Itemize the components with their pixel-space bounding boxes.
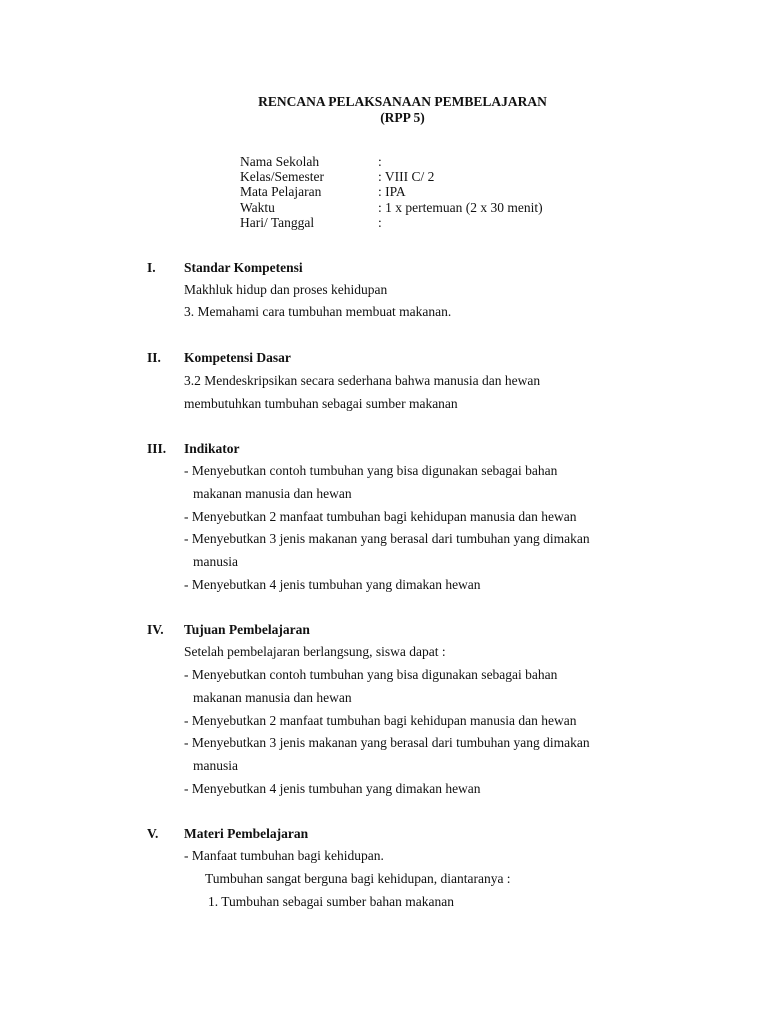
document-subtitle: (RPP 5): [380, 110, 425, 125]
section-line: Setelah pembelajaran berlangsung, siswa dapat :: [184, 644, 446, 659]
section-line: membutuhkan tumbuhan sebagai sumber makanan: [184, 396, 458, 411]
info-label: Mata Pelajaran: [240, 184, 322, 199]
info-value: : VIII C/ 2: [378, 169, 435, 184]
list-item: - Menyebutkan 2 manfaat tumbuhan bagi kehidupan manusia dan hewan: [184, 713, 577, 728]
list-item: - Menyebutkan 3 jenis makanan yang berasal dari tumbuhan yang dimakan: [184, 531, 590, 546]
section-title: Materi Pembelajaran: [184, 826, 309, 841]
list-item: - Manfaat tumbuhan bagi kehidupan.: [184, 848, 384, 863]
section-line: 3.2 Mendeskripsikan secara sederhana bahwa manusia dan hewan: [184, 373, 541, 388]
info-value: :: [378, 154, 382, 169]
info-value: : 1 x pertemuan (2 x 30 menit): [378, 200, 543, 215]
info-label: Nama Sekolah: [240, 154, 320, 169]
numbered-item: 1. Tumbuhan sebagai sumber bahan makanan: [208, 894, 454, 909]
section-number: I.: [147, 260, 156, 275]
section-number: IV.: [147, 622, 164, 637]
list-item: - Menyebutkan contoh tumbuhan yang bisa digunakan sebagai bahan: [184, 463, 558, 478]
list-item-continuation: makanan manusia dan hewan: [193, 690, 352, 705]
section-line: Tumbuhan sangat berguna bagi kehidupan, diantaranya :: [205, 871, 511, 886]
section-title: Standar Kompetensi: [184, 260, 303, 275]
info-label: Waktu: [240, 200, 275, 215]
section-title: Tujuan Pembelajaran: [184, 622, 310, 637]
document-title: RENCANA PELAKSANAAN PEMBELAJARAN: [258, 94, 547, 109]
info-label: Kelas/Semester: [240, 169, 324, 184]
list-item: - Menyebutkan 2 manfaat tumbuhan bagi kehidupan manusia dan hewan: [184, 509, 577, 524]
section-number: III.: [147, 441, 167, 456]
list-item: - Menyebutkan 3 jenis makanan yang berasal dari tumbuhan yang dimakan: [184, 735, 590, 750]
info-value: : IPA: [378, 184, 406, 199]
info-value: :: [378, 215, 382, 230]
section-title: Kompetensi Dasar: [184, 350, 291, 365]
list-item: - Menyebutkan 4 jenis tumbuhan yang dimakan hewan: [184, 781, 481, 796]
section-number: V.: [147, 826, 159, 841]
list-item: - Menyebutkan contoh tumbuhan yang bisa digunakan sebagai bahan: [184, 667, 558, 682]
list-item-continuation: makanan manusia dan hewan: [193, 486, 352, 501]
section-title: Indikator: [184, 441, 240, 456]
list-item-continuation: manusia: [193, 758, 238, 773]
list-item: - Menyebutkan 4 jenis tumbuhan yang dimakan hewan: [184, 577, 481, 592]
list-item-continuation: manusia: [193, 554, 238, 569]
section-number: II.: [147, 350, 161, 365]
section-line: 3. Memahami cara tumbuhan membuat makanan.: [184, 304, 452, 319]
info-label: Hari/ Tanggal: [240, 215, 315, 230]
section-line: Makhluk hidup dan proses kehidupan: [184, 282, 388, 297]
